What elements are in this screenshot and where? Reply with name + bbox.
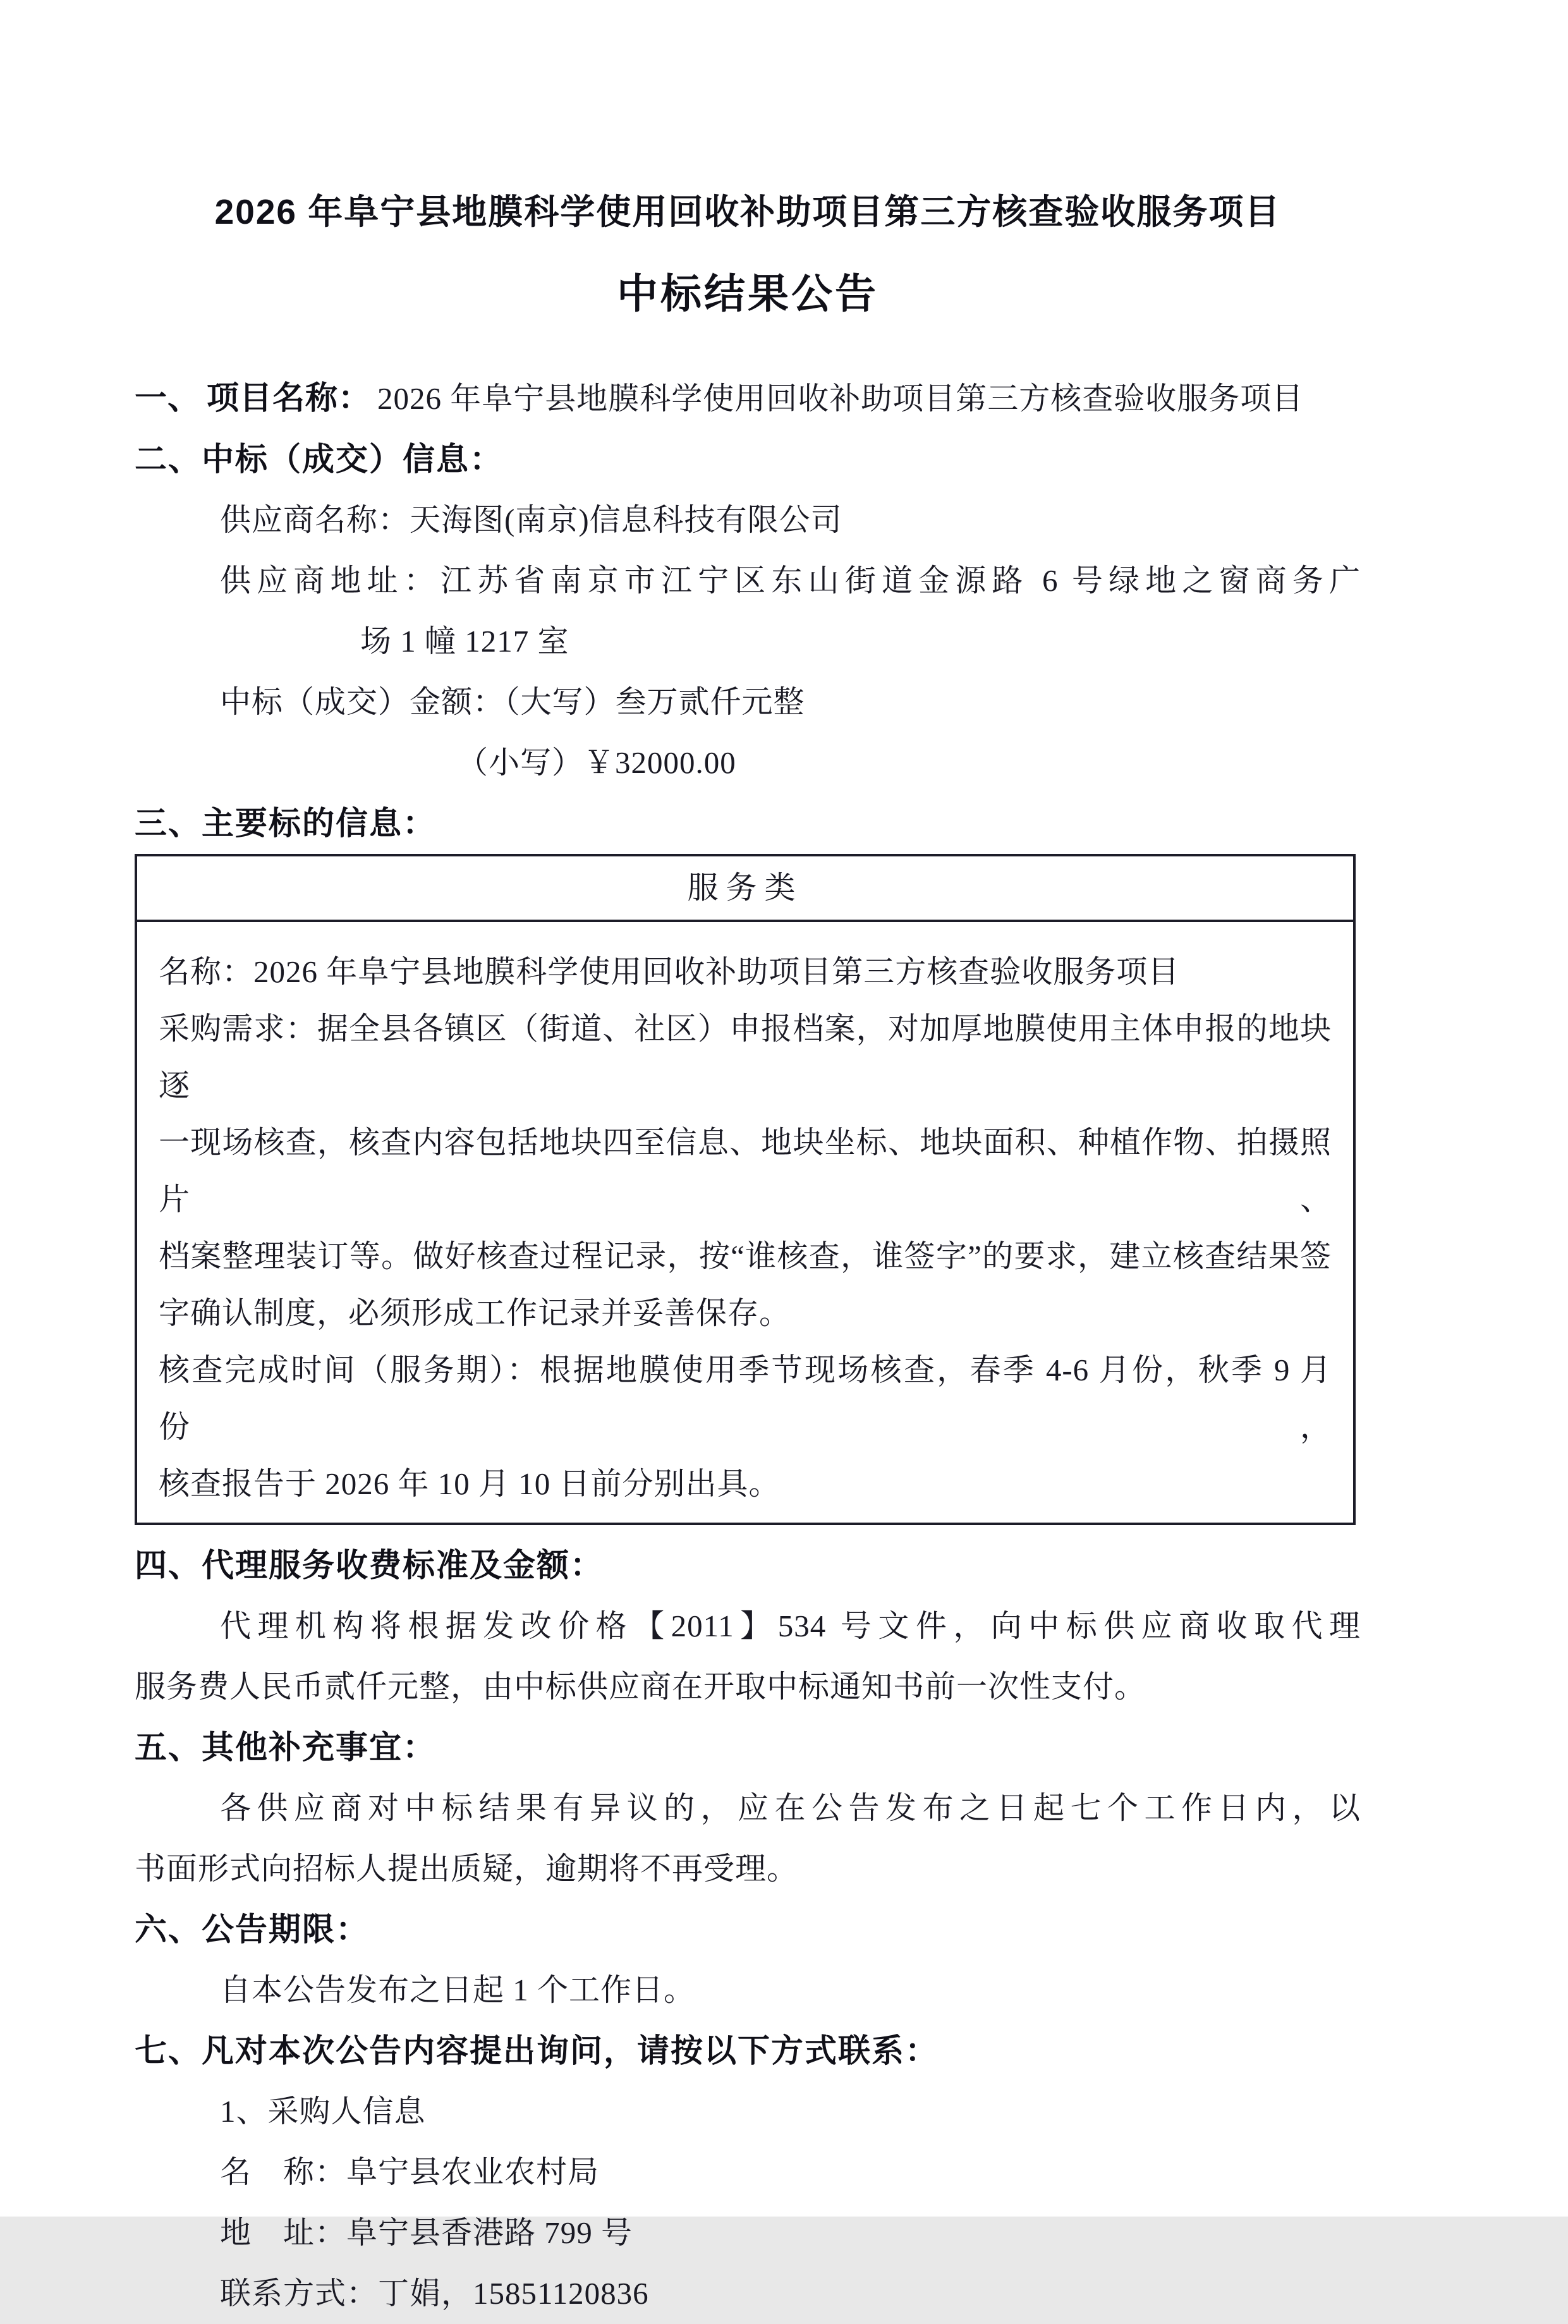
text-line: 一现场核查，核查内容包括地块四至信息、地块坐标、地块面积、种植作物、拍摄照片、 — [159, 1125, 1332, 1217]
section-2-heading: 二、中标（成交）信息： — [135, 441, 504, 477]
text-line: 场 1 幢 1217 室 — [360, 624, 569, 659]
text-line: 代理机构将根据发改价格【2011】534 号文件，向中标供应商收取代理 — [220, 1609, 1361, 1643]
table-header-service-category: 服务类 — [137, 856, 1353, 922]
text-line: 核查完成时间（服务期）：根据地膜使用季节现场核查，春季 4-6 月份，秋季 9 月份， — [159, 1353, 1332, 1444]
section-4-heading: 四、代理服务收费标准及金额： — [135, 1547, 604, 1583]
section-1-number: 一、 — [135, 380, 201, 416]
text-line: 档案整理装订等。做好核查过程记录，按“谁核查，谁签字”的要求，建立核查结果签 — [159, 1239, 1332, 1274]
buyer-name-row: 名 称：阜宁县农业农村局 — [220, 2155, 600, 2189]
table-row-name — [159, 944, 1332, 1001]
text-line: 核查报告于 2026 年 10 月 10 日前分别出具。 — [159, 1466, 781, 1501]
text-line: 各供应商对中标结果有异议的，应在公告发布之日起七个工作日内，以 — [220, 1791, 1361, 1825]
document-title: 2026 年阜宁县地膜科学使用回收补助项目第三方核查验收服务项目 — [214, 192, 1281, 231]
subject-info-table — [135, 854, 1356, 1525]
text-line: 服务费人民币贰仟元整，由中标供应商在开取中标通知书前一次性支付。 — [135, 1669, 1146, 1704]
buyer-info-heading: 1、采购人信息 — [220, 2094, 426, 2129]
buyer-address-row: 地 址：阜宁县香港路 799 号 — [220, 2215, 633, 2250]
text-line: 书面形式向招标人提出质疑，逾期将不再受理。 — [135, 1851, 799, 1886]
section-3-heading: 三、主要标的信息： — [135, 805, 437, 841]
section-4-paragraph — [135, 1596, 1361, 1717]
text-line: 供应商地址：江苏省南京市江宁区东山街道金源路 6 号绿地之窗商务广 — [220, 563, 1361, 598]
supplier-name-row: 供应商名称：天海图(南京)信息科技有限公司 — [220, 502, 842, 537]
table-row-completion-time — [159, 1342, 1332, 1512]
award-amount-row: 中标（成交）金额：（大写）叁万贰仟元整 — [220, 684, 805, 719]
table-body-cell — [137, 922, 1353, 1523]
section-5-heading: 五、其他补充事宜： — [135, 1729, 437, 1765]
section-1-label: 项目名称： — [207, 380, 372, 416]
section-1-text: 2026 年阜宁县地膜科学使用回收补助项目第三方核查验收服务项目 — [377, 381, 1304, 416]
supplier-address-row — [135, 551, 1361, 672]
document-content — [135, 190, 1361, 2324]
text-line: 采购需求：据全县各镇区（街道、社区）申报档案，对加厚地膜使用主体申报的地块逐 — [159, 1011, 1332, 1103]
section-5-paragraph — [135, 1778, 1361, 1899]
section-6-heading: 六、公告期限： — [135, 1911, 370, 1947]
text-line: 字确认制度，必须形成工作记录并妥善保存。 — [159, 1296, 791, 1330]
award-amount-numeric-row: （小写）￥32000.00 — [457, 745, 736, 780]
section-6-text: 自本公告发布之日起 1 个工作日。 — [220, 1973, 696, 2007]
document-subtitle: 中标结果公告 — [616, 271, 878, 317]
section-1-project-name-row — [135, 368, 1361, 429]
buyer-contact-row: 联系方式：丁娟，15851120836 — [220, 2276, 649, 2311]
text-line: 名称：2026 年阜宁县地膜科学使用回收补助项目第三方核查验收服务项目 — [159, 954, 1180, 989]
table-row-procurement-demand — [159, 1001, 1332, 1342]
section-7-heading: 七、凡对本次公告内容提出询问，请按以下方式联系： — [135, 2033, 939, 2069]
